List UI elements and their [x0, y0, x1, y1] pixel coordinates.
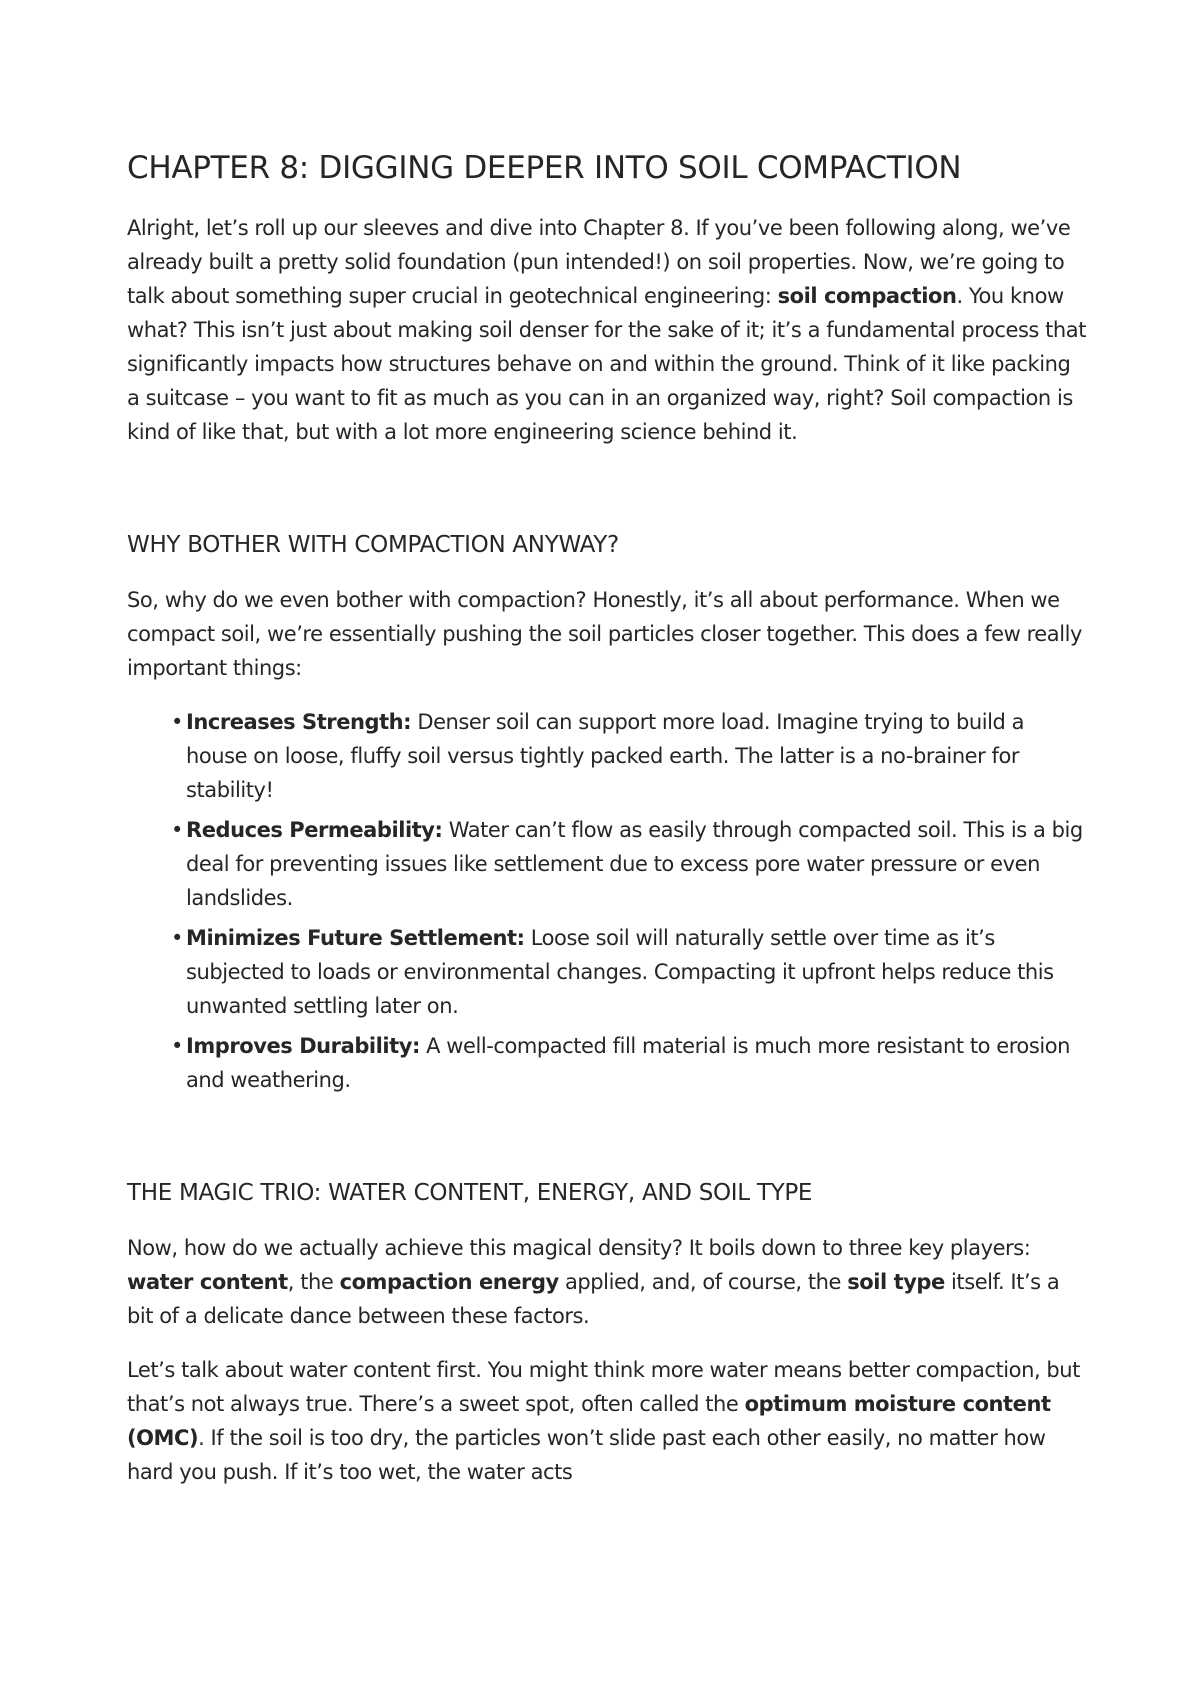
list-item-label: Minimizes Future Settlement: — [186, 926, 525, 950]
list-item-text: Water can’t flow as easily through compacted soil. This is a big deal for preventing issues like settlement due to excess pore water pressure or even landslides. — [186, 818, 1083, 910]
trio-p1-text-3: applied, and, of course, the — [558, 1270, 848, 1294]
why-paragraph: So, why do we even bother with compaction? Honestly, it’s all about performance. When we compact soil, we’re essentially pushing the soil particles closer together. This does a few really important things: — [127, 588, 1082, 680]
list-item — [171, 1029, 1087, 1097]
trio-p1-text-2: , the — [287, 1270, 340, 1294]
trio-p1-bold-compaction-energy: compaction energy — [339, 1270, 559, 1294]
trio-paragraph-1 — [127, 1231, 1087, 1333]
list-item-label: Increases Strength: — [186, 710, 412, 734]
chapter-title: CHAPTER 8: DIGGING DEEPER INTO SOIL COMPACTION — [127, 150, 962, 186]
trio-p1-text-1: Now, how do we actually achieve this magical density? It boils down to three key players: — [127, 1236, 1031, 1260]
list-item-text: Denser soil can support more load. Imagine trying to build a house on loose, fluffy soil versus tightly packed earth. The latter is a no-brainer for stability! — [186, 710, 1025, 802]
section-spacer — [127, 469, 1087, 529]
document-page — [127, 148, 1087, 1509]
bullet-icon: • — [171, 1034, 183, 1058]
list-item — [171, 921, 1087, 1023]
list-item-text: A well-compacted fill material is much more resistant to erosion and weathering. — [186, 1034, 1070, 1092]
trio-p1-bold-soil-type: soil type — [847, 1270, 945, 1294]
section-heading-why: WHY BOTHER WITH COMPACTION ANYWAY? — [127, 532, 619, 558]
bullet-icon: • — [171, 926, 183, 950]
trio-p2-bold-omc: optimum moisture content (OMC) — [127, 1392, 1051, 1450]
section-heading-trio: THE MAGIC TRIO: WATER CONTENT, ENERGY, AND SOIL TYPE — [127, 1180, 813, 1206]
trio-p2-text-1: Let’s talk about water content first. You might think more water means better compaction, but that’s not always true. There’s a sweet spot, often called the — [127, 1358, 1080, 1416]
section-spacer — [127, 1117, 1087, 1177]
intro-bold-soil-compaction: soil compaction — [777, 284, 957, 308]
intro-text-2: . You know what? This isn’t just about making soil denser for the sake of it; it’s a fundamental process that significantly impacts how structures behave on and within the ground. Think of it like packing a suitcase – you want to fit as much as you can in an organized way, right? Soil compaction is kind of like that, but with a lot more engineering science behind it. — [127, 284, 1086, 444]
trio-p1-text-4: itself. It’s a bit of a delicate dance between these factors. — [127, 1270, 1060, 1328]
trio-paragraph-2 — [127, 1353, 1087, 1489]
benefits-list — [127, 705, 1087, 1097]
list-item — [171, 705, 1087, 807]
trio-p1-bold-water-content: water content — [127, 1270, 288, 1294]
list-item-text: Loose soil will naturally settle over time as it’s subjected to loads or environmental changes. Compacting it upfront helps reduce this unwanted settling later on. — [186, 926, 1054, 1018]
intro-text-1: Alright, let’s roll up our sleeves and dive into Chapter 8. If you’ve been following along, we’ve already built a pretty solid foundation (pun intended!) on soil properties. Now, we’re going to talk about something super crucial in geotechnical engineering: — [127, 216, 1071, 308]
bullet-icon: • — [171, 818, 183, 842]
list-item-label: Reduces Permeability: — [186, 818, 443, 842]
list-item — [171, 813, 1087, 915]
intro-paragraph — [127, 211, 1087, 449]
trio-p2-text-2: . If the soil is too dry, the particles won’t slide past each other easily, no matter how hard you push. If it’s too wet, the water acts — [127, 1426, 1046, 1484]
bullet-icon: • — [171, 710, 183, 734]
list-item-label: Improves Durability: — [186, 1034, 420, 1058]
